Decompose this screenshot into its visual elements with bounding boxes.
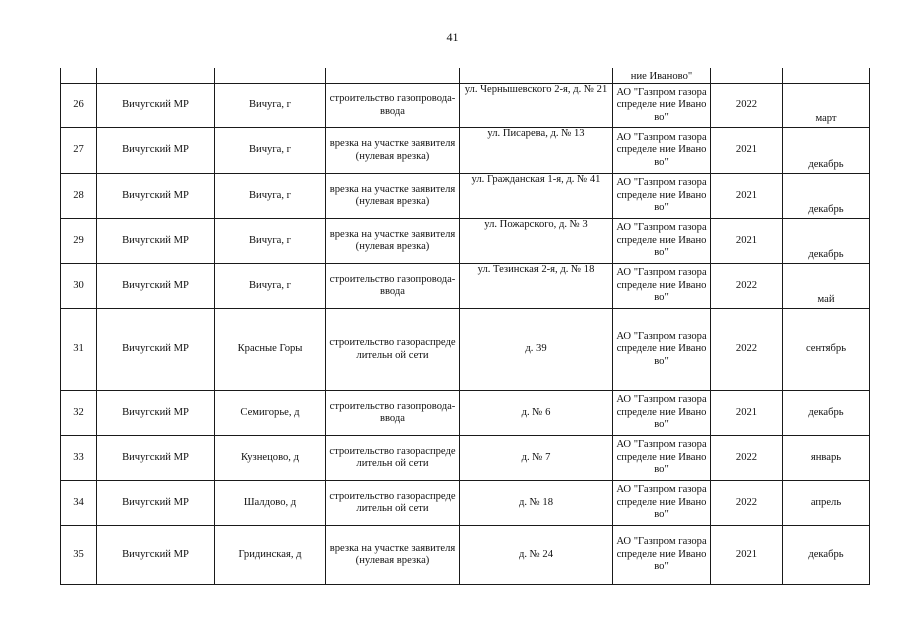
cell-year: 2021 — [711, 391, 783, 436]
page-number: 41 — [446, 30, 459, 44]
cell-address — [460, 68, 613, 84]
cell-month: декабрь — [783, 391, 870, 436]
cell-district: Вичугский МР — [97, 526, 215, 585]
cell-org: АО "Газпром газораспределе ние Иваново" — [613, 436, 711, 481]
continuation-row — [61, 68, 870, 84]
cell-year: 2021 — [711, 526, 783, 585]
cell-address: ул. Писарева, д. № 13 — [460, 128, 613, 174]
cell-org: АО "Газпром газораспределе ние Иваново" — [613, 391, 711, 436]
cell-district: Вичугский МР — [97, 391, 215, 436]
cell-locality: Вичуга, г — [215, 264, 326, 309]
table-row — [61, 128, 870, 174]
cell-locality: Вичуга, г — [215, 219, 326, 264]
cell-year: 2021 — [711, 219, 783, 264]
table-row — [61, 481, 870, 526]
cell-work: строительство газораспределительн ой сети — [326, 481, 460, 526]
cell-locality: Гридинская, д — [215, 526, 326, 585]
cell-num: 28 — [61, 174, 97, 219]
cell-work: строительство газораспределительн ой сети — [326, 309, 460, 391]
cell-year: 2022 — [711, 264, 783, 309]
cell-num: 31 — [61, 309, 97, 391]
cell-address: д. № 7 — [460, 436, 613, 481]
cell-address: ул. Тезинская 2-я, д. № 18 — [460, 264, 613, 309]
cell-org: АО "Газпром газораспределе ние Иваново" — [613, 264, 711, 309]
cell-org: АО "Газпром газораспределе ние Иваново" — [613, 309, 711, 391]
cell-work: врезка на участке заявителя (нулевая врезка) — [326, 174, 460, 219]
cell-address: д. № 18 — [460, 481, 613, 526]
cell-num: 34 — [61, 481, 97, 526]
cell-district: Вичугский МР — [97, 219, 215, 264]
table-row — [61, 84, 870, 128]
cell-org: АО "Газпром газораспределе ние Иваново" — [613, 219, 711, 264]
cell-locality: Вичуга, г — [215, 84, 326, 128]
cell-month: декабрь — [783, 219, 870, 264]
cell-district: Вичугский МР — [97, 481, 215, 526]
cell-locality: Вичуга, г — [215, 174, 326, 219]
cell-district: Вичугский МР — [97, 309, 215, 391]
table-row — [61, 526, 870, 585]
table-row — [61, 391, 870, 436]
cell-month: май — [783, 264, 870, 309]
cell-work: врезка на участке заявителя (нулевая врезка) — [326, 526, 460, 585]
cell-work: строительство газораспределительн ой сети — [326, 436, 460, 481]
cell-month: апрель — [783, 481, 870, 526]
cell-work: врезка на участке заявителя (нулевая врезка) — [326, 128, 460, 174]
cell-year: 2022 — [711, 84, 783, 128]
cell-year: 2022 — [711, 481, 783, 526]
cell-district: Вичугский МР — [97, 264, 215, 309]
cell-district: Вичугский МР — [97, 84, 215, 128]
gasification-table — [60, 68, 870, 585]
cell-org: АО "Газпром газораспределе ние Иваново" — [613, 481, 711, 526]
cell-work: врезка на участке заявителя (нулевая врезка) — [326, 219, 460, 264]
cell-year: 2021 — [711, 128, 783, 174]
cell-address: д. № 24 — [460, 526, 613, 585]
table-row — [61, 264, 870, 309]
cell-locality: Кузнецово, д — [215, 436, 326, 481]
cell-address: д. № 6 — [460, 391, 613, 436]
cell-org: ние Иваново" — [613, 68, 711, 84]
cell-num: 32 — [61, 391, 97, 436]
cell-year — [711, 68, 783, 84]
cell-year: 2022 — [711, 436, 783, 481]
table-row — [61, 309, 870, 391]
table-row — [61, 174, 870, 219]
cell-work: строительство газопровода-ввода — [326, 264, 460, 309]
cell-month: март — [783, 84, 870, 128]
cell-num: 33 — [61, 436, 97, 481]
cell-district: Вичугский МР — [97, 128, 215, 174]
cell-address: ул. Пожарского, д. № 3 — [460, 219, 613, 264]
cell-org: АО "Газпром газораспределе ние Иваново" — [613, 128, 711, 174]
cell-month: сентябрь — [783, 309, 870, 391]
cell-month: декабрь — [783, 526, 870, 585]
cell-district: Вичугский МР — [97, 436, 215, 481]
cell-locality: Красные Горы — [215, 309, 326, 391]
cell-locality: Шалдово, д — [215, 481, 326, 526]
cell-month: декабрь — [783, 174, 870, 219]
cell-address: д. 39 — [460, 309, 613, 391]
cell-work — [326, 68, 460, 84]
cell-org: АО "Газпром газораспределе ние Иваново" — [613, 84, 711, 128]
cell-num: 29 — [61, 219, 97, 264]
cell-locality — [215, 68, 326, 84]
cell-num: 30 — [61, 264, 97, 309]
cell-month: декабрь — [783, 128, 870, 174]
cell-num: 35 — [61, 526, 97, 585]
cell-num: 27 — [61, 128, 97, 174]
cell-district — [97, 68, 215, 84]
cell-num — [61, 68, 97, 84]
cell-work: строительство газопровода-ввода — [326, 84, 460, 128]
table-row — [61, 219, 870, 264]
table-row — [61, 436, 870, 481]
cell-district: Вичугский МР — [97, 174, 215, 219]
cell-year: 2021 — [711, 174, 783, 219]
cell-month — [783, 68, 870, 84]
cell-year: 2022 — [711, 309, 783, 391]
cell-address: ул. Гражданская 1-я, д. № 41 — [460, 174, 613, 219]
cell-num: 26 — [61, 84, 97, 128]
cell-locality: Семигорье, д — [215, 391, 326, 436]
cell-work: строительство газопровода-ввода — [326, 391, 460, 436]
cell-locality: Вичуга, г — [215, 128, 326, 174]
cell-address: ул. Чернышевского 2-я, д. № 21 — [460, 84, 613, 128]
cell-org: АО "Газпром газораспределе ние Иваново" — [613, 526, 711, 585]
cell-month: январь — [783, 436, 870, 481]
cell-org: АО "Газпром газораспределе ние Иваново" — [613, 174, 711, 219]
